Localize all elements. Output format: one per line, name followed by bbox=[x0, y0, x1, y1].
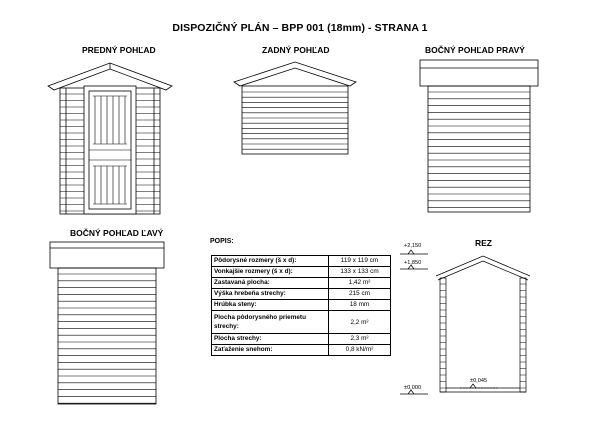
spec-value: 2,2 m² bbox=[329, 311, 391, 334]
table-row bbox=[212, 289, 391, 300]
left-side-elevation-drawing bbox=[48, 240, 168, 410]
specs-table bbox=[211, 255, 391, 356]
spec-key: Zaťaženie snehom: bbox=[212, 345, 329, 356]
spec-key: Výška hrebeňa strechy: bbox=[212, 289, 329, 300]
back-view-label: ZADNÝ POHĽAD bbox=[262, 45, 330, 55]
level-floor-inner-label: ±0,045 bbox=[470, 378, 488, 384]
spec-key: Zastavaná plocha: bbox=[212, 278, 329, 289]
spec-value: 1,42 m² bbox=[329, 278, 391, 289]
spec-value: 2,3 m² bbox=[329, 334, 391, 345]
spec-key: Pôdorysné rozmery (š x d): bbox=[212, 256, 329, 267]
spec-key: Vonkajšie rozmery (š x d): bbox=[212, 267, 329, 278]
spec-key: Plocha pôdorysného priemetu strechy: bbox=[212, 311, 329, 334]
right-side-elevation-drawing bbox=[418, 58, 543, 218]
table-row bbox=[212, 267, 391, 278]
table-row bbox=[212, 334, 391, 345]
table-row bbox=[212, 300, 391, 311]
spec-value: 18 mm bbox=[329, 300, 391, 311]
table-row bbox=[212, 311, 391, 334]
page-title: DISPOZIČNÝ PLÁN – BPP 001 (18mm) - STRANA 1 bbox=[172, 22, 428, 34]
front-elevation-drawing bbox=[40, 58, 180, 218]
spec-key: Plocha strechy: bbox=[212, 334, 329, 345]
table-row bbox=[212, 345, 391, 356]
left-view-label: BOČNÝ POHĽAD ĽAVÝ bbox=[70, 228, 164, 238]
spec-value: 0,8 kN/m² bbox=[329, 345, 391, 356]
spec-key: Hrúbka steny: bbox=[212, 300, 329, 311]
spec-value: 119 x 119 cm bbox=[329, 256, 391, 267]
level-base-label: ±0,000 bbox=[404, 385, 422, 391]
right-view-label: BOČNÝ POHĽAD PRAVÝ bbox=[425, 45, 525, 55]
spec-value: 133 x 133 cm bbox=[329, 267, 391, 278]
spec-value: 215 cm bbox=[329, 289, 391, 300]
level-top-label: +2,150 bbox=[404, 243, 422, 249]
popis-label: POPIS: bbox=[210, 238, 234, 245]
table-row bbox=[212, 278, 391, 289]
table-row bbox=[212, 256, 391, 267]
section-view-label: REZ bbox=[475, 238, 492, 248]
level-eave-label: +1,850 bbox=[404, 260, 422, 266]
back-elevation-drawing bbox=[230, 58, 360, 158]
front-view-label: PREDNÝ POHĽAD bbox=[82, 45, 156, 55]
